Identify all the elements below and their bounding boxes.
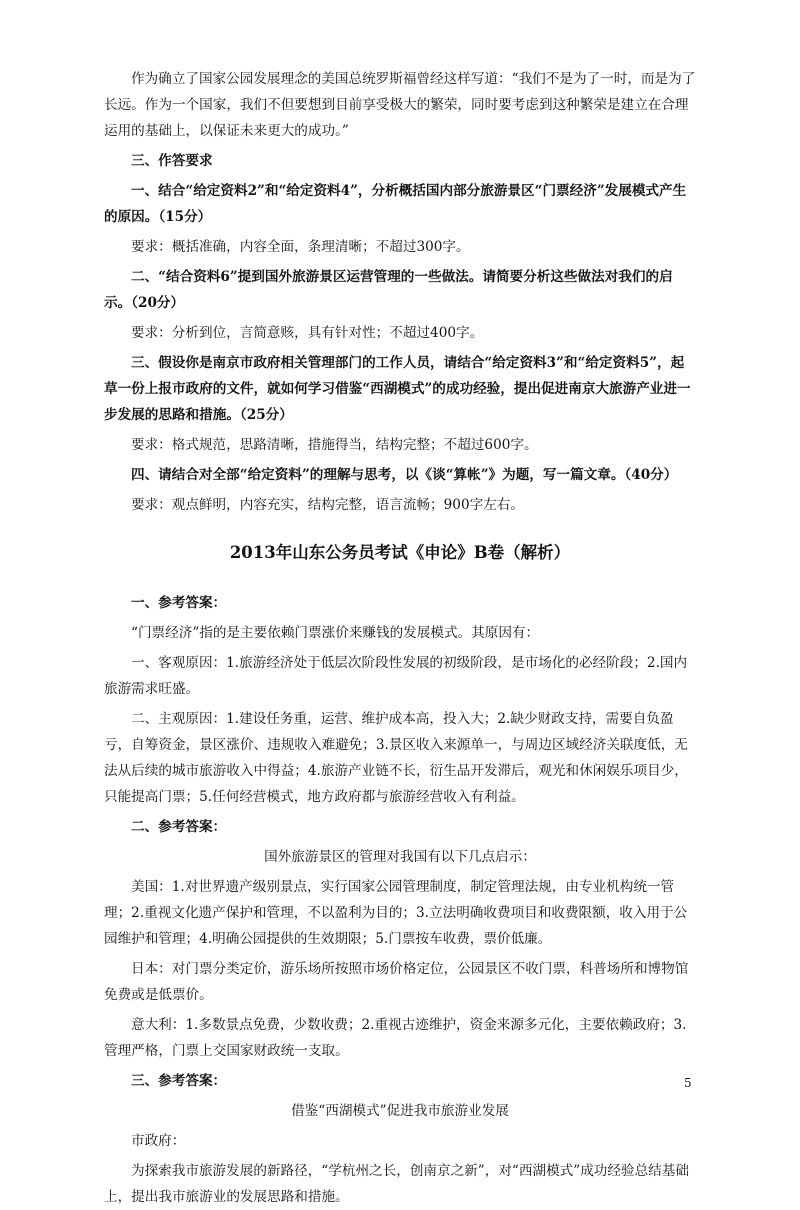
answer-2-italy: 意大利：1.多数景点免费，少数收费；2.重视古迹维护，资金来源多元化，主要依赖政府；3.管理严格，门票上交国家财政统一支取。 — [104, 1017, 687, 1059]
answer-1-subjective: 二、主观原因：1.建设任务重，运营、维护成本高，投入大；2.缺少财政支持，需要自负盈亏，自筹资金，景区涨价、违规收入难避免；3.景区收入来源单一，与周边区域经济关联度低，无法从后续的城市旅游收入中得益；4.旅游产业链不长，衍生品开发滞后，观光和休闲娱乐项目少，只能提高门票；5.任何经营模式，地方政府都与旅游经营收入有利益。 — [104, 711, 688, 805]
answer-2-japan: 日本：对门票分类定价，游乐场所按照市场价格定位，公园景区不收门票，科普场所和博物馆免费或是低票价。 — [104, 961, 689, 1003]
answer-1-heading: 一、参考答案： — [131, 595, 227, 611]
answer-1-intro: “门票经济”指的是主要依赖门票涨价来赚钱的发展模式。其原因有： — [131, 625, 540, 641]
answer-3-subtitle: 借鉴“西湖模式”促进我市旅游业发展 — [291, 1103, 509, 1119]
question-1: 一、结合“给定资料2”和“给定资料4”，分析概括国内部分旅游景区“门票经济”发展模式产生的原因。（15分） — [104, 183, 687, 225]
page-number: 5 — [684, 1076, 692, 1090]
answer-3-salutation: 市政府： — [131, 1133, 186, 1149]
answer-2-heading: 二、参考答案： — [131, 819, 227, 835]
question-2-requirement: 要求：分析到位，言简意赅，具有针对性；不超过400字。 — [131, 325, 484, 341]
question-2: 二、“结合资料6”提到国外旅游景区运营管理的一些做法。请简要分析这些做法对我们的启示。（20分） — [104, 269, 673, 311]
answer-2-usa: 美国：1.对世界遗产级别景点，实行国家公园管理制度，制定管理法规，由专业机构统一管理；2.重视文化遗产保护和管理，不以盈利为目的；3.立法明确收费项目和收费限额，收入用于公园维护和管理；4.明确公园提供的生效期限；5.门票按车收费，票价低廉。 — [104, 879, 688, 947]
question-1-requirement: 要求：概括准确，内容全面，条理清晰；不超过300字。 — [131, 239, 470, 255]
answer-1-objective: 一、客观原因：1.旅游经济处于低层次阶段性发展的初级阶段，是市场化的必经阶段；2.国内旅游需求旺盛。 — [104, 655, 688, 697]
answer-3-heading: 三、参考答案： — [131, 1073, 227, 1089]
answer-2-subtitle: 国外旅游景区的管理对我国有以下几点启示： — [264, 849, 536, 865]
quote-paragraph: 作为确立了国家公园发展理念的美国总统罗斯福曾经这样写道：“我们不是为了一时，而是为了长远。作为一个国家，我们不但要想到目前享受极大的繁荣，同时要考虑到这种繁荣是建立在合理运用的基础上，以保证未来更大的成功。” — [104, 71, 696, 139]
question-4: 四、请结合对全部“给定资料”的理解与思考，以《谈“算帐”》为题，写一篇文章。（40分） — [131, 467, 678, 483]
question-4-requirement: 要求：观点鲜明，内容充实，结构完整，语言流畅；900字左右。 — [131, 497, 524, 513]
page-body — [104, 66, 696, 1210]
section-title: 2013年山东公务员考试《申论》B卷（解析） — [229, 543, 571, 562]
question-3-requirement: 要求：格式规范，思路清晰，措施得当，结构完整；不超过600字。 — [131, 437, 538, 453]
question-3: 三、假设你是南京市政府相关管理部门的工作人员，请结合“给定资料3”和“给定资料5”，起草一份上报市政府的文件，就如何学习借鉴“西湖模式”的成功经验，提出促进南京大旅游产业进一步发展的思路和措施。（25分） — [104, 355, 691, 423]
answer-3-body: 为探索我市旅游发展的新路径，“学杭州之长，创南京之新”，对“西湖模式”成功经验总结基础上，提出我市旅游业的发展思路和措施。 — [104, 1163, 689, 1205]
requirements-heading: 三、作答要求 — [131, 153, 213, 169]
